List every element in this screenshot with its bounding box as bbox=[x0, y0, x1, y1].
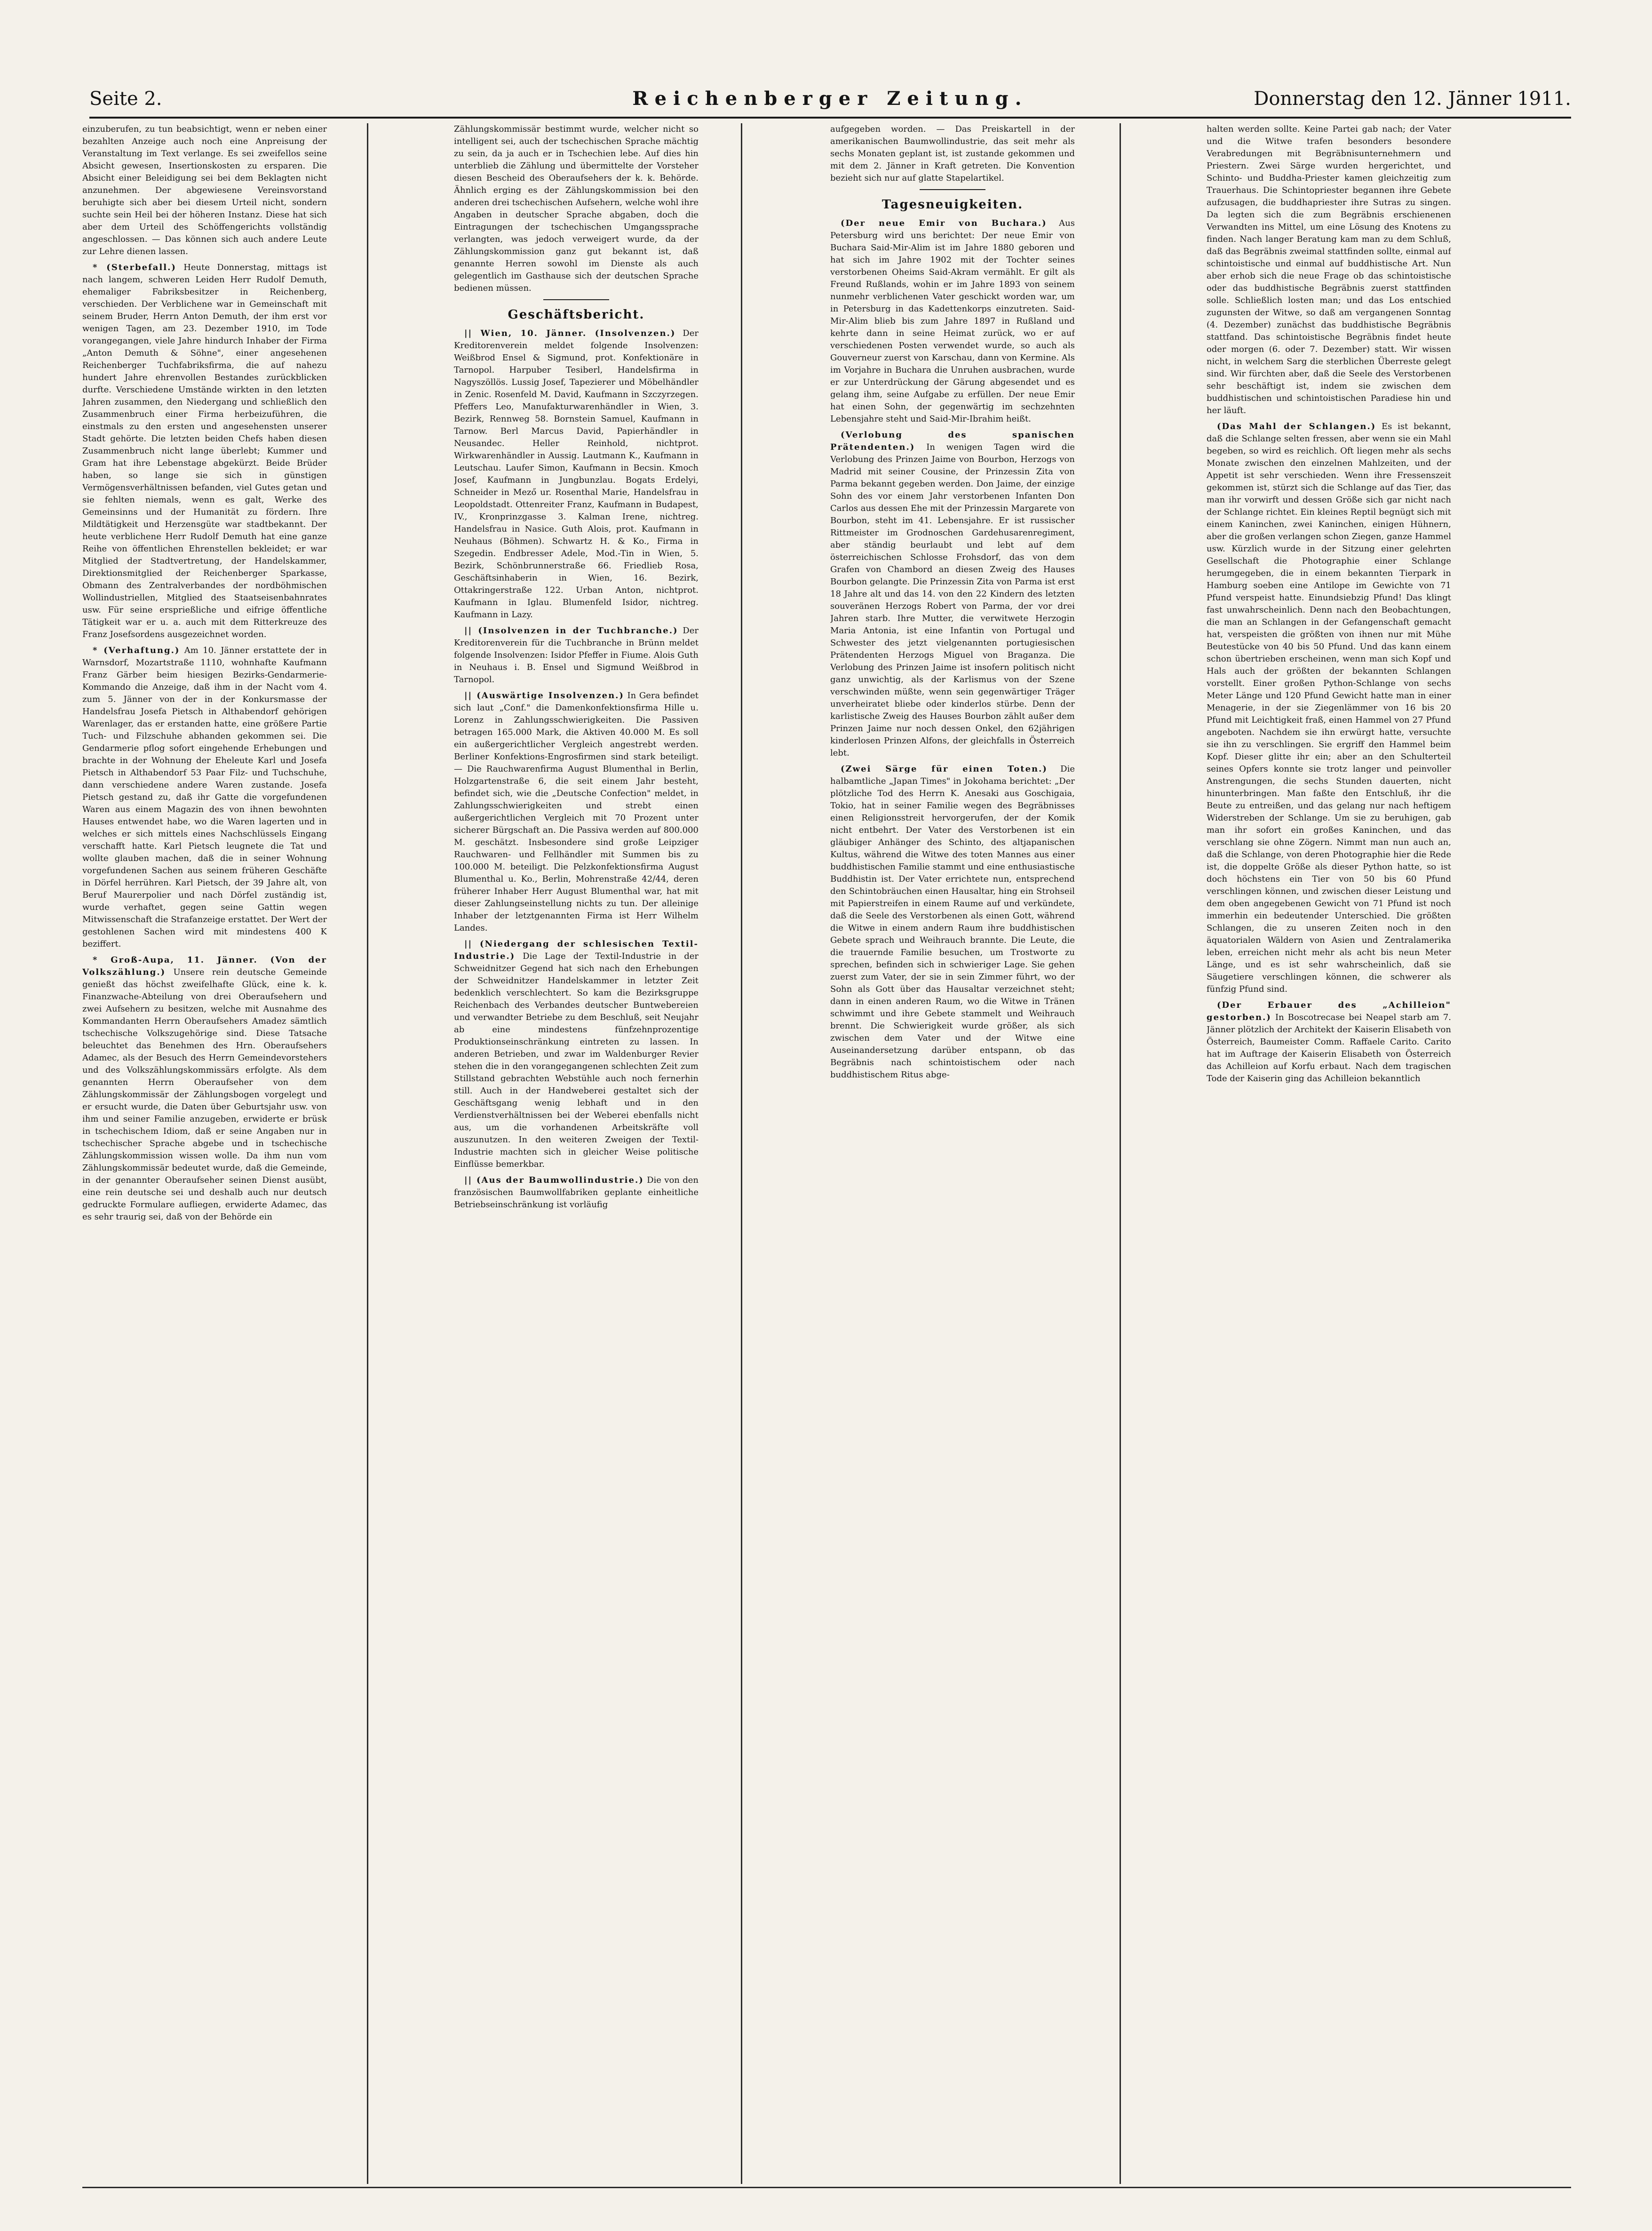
page-header bbox=[89, 82, 1571, 115]
article-text: In Boscotrecase bei Neapel starb am 7. Jänner plötzlich der Architekt der Kaiserin Elisabeth von Österreich, Baumeister Comm. Raffaele Carito. Carito hat im Auftrage der Kaiserin Elisabeth von Österreich das Achilleion auf Korfu erbaut. Nach dem tragischen Tode der Kaiserin ging das Achilleion bekanntlich bbox=[1207, 1012, 1451, 1084]
article-text: In Gera befindet sich laut „Conf." die Damenkonfektionsfirma Hille u. Lorenz in Zahlungsschwierigkeiten. Die Passiven betragen 165.000 Mark, die Aktiven 40.000 M. Es soll ein außergerichtlicher Vergleich angestrebt werden. Berliner Konfektions-Engrosfirmen sind stark beteiligt. — Die Rauchwarenfirma August Blumenthal in Berlin, Holzgartenstraße 6, die seit einem Jahr besteht, befindet sich, wie die „Deutsche Confection" meldet, in Zahlungsschwierigkeiten und strebt einen außergerichtlichen Vergleich mit 70 Prozent unter sicherer Bürgschaft an. Die Passiva werden auf 800.000 M. geschätzt. Insbesondere sind große Leipziger Rauchwaren- und Fellhändler mit Summen bis zu 100.000 M. beteiligt. Die Pelzkonfektionsfirma August Blumenthal u. Ko., Berlin, Mohrenstraße 42/44, deren früherer Inhaber Herr August Blumenthal war, hat mit dieser Zahlungseinstellung nichts zu tun. Der alleinige Inhaber der letztgenannten Firma ist Herr Wilhelm Landes. bbox=[454, 691, 699, 933]
column-separator bbox=[1120, 123, 1121, 2184]
article-text: Zählungskommissär bestimmt wurde, welcher nicht so intelligent sei, auch der tschechischen Sprache mächtig zu sein, da ja auch er in Tschechien lebe. Auf dies hin unterblieb die Zählung und übermittelte der Vorsteher diesen Bescheid des Oberaufsehers der k. k. Behörde. Ähnlich erging es der Zählungskommission bei den anderen drei tschechischen Aufsehern, welche wohl ihre Angaben in deutscher Sprache abgaben, doch die Eintragungen der tschechischen Umgangssprache verlangten, was jedoch verweigert wurde, da der Zählungskommission ganz gut bekannt ist, daß genannte Herren sowohl im Dienste als auch gelegentlich im Gasthause sich der deutschen Sprache bedienen müssen. bbox=[454, 124, 699, 293]
section-heading: Geschäftsbericht. bbox=[508, 308, 645, 322]
article-text: Der Kreditorenverein meldet folgende Insolvenzen: Weißbrod Ensel & Sigmund, prot. Konfektionäre in Tarnopol. Harpuber Tesiberl, Handelsfirma in Nagyszöllös. Lussig Josef, Tapezierer und Möbelhändler in Zenic. Rosenfeld M. David, Kaufmann in Szczyrzegen. Pfeffers Leo, Manufakturwarenhändler in Wien, 3. Bezirk, Rennweg 58. Bornstein Samuel, Kaufmann in Tarnow. Berl Marcus David, Papierhändler in Neusandec. Heller Reinhold, nichtprot. Wirkwarenhändler in Aussig. Lautmann K., Kaufmann in Leutschau. Laufer Simon, Kaufmann in Becsin. Kmoch Josef, Kaufmann in Jungbunzlau. Bogats Erdelyi, Schneider in Mező ur. Rosenthal Marie, Handelsfrau in Leopoldstadt. Ottenreiter Franz, Kaufmann in Budapest, IV., Kronprinzgasse 3. Kalman Irene, nichtreg. Handelsfrau in Nasice. Guth Alois, prot. Kaufmann in Neuhaus (Böhmen). Schwartz H. & Ko., Firma in Szegedin. Endbresser Adele, Mod.-Tin in Wien, 5. Bezirk, Schönbrunnerstraße 66. Friedlieb Rosa, Geschäftsinhaberin in Wien, 16. Bezirk, Ottakringerstraße 122. Urban Anton, nichtprot. Kaufmann in Iglau. Blumenfeld Isidor, nichtreg. Kaufmann in Lazy. bbox=[454, 328, 699, 620]
column-separator bbox=[367, 123, 368, 2184]
issue-date: Donnerstag den 12. Jänner 1911. bbox=[1254, 88, 1571, 110]
article-heading: * (Sterbefall.) bbox=[93, 263, 176, 272]
article-census bbox=[82, 954, 327, 1223]
article-heading: (Zwei Särge für einen Toten.) bbox=[841, 764, 1048, 774]
article-obituary bbox=[82, 262, 327, 641]
article-text: In wenigen Tagen wird die Verlobung des Prinzen Jaime von Bourbon, Herzogs von Madrid mit seiner Cousine, der Prinzessin Zita von Parma bekannt gegeben werden. Don Jaime, der einzige Sohn des vor einem Jahr verstorbenen Infanten Don Carlos aus dessen Ehe mit der Prinzessin Margarete von Bourbon, steht im 41. Lebensjahre. Er ist russischer Rittmeister im Grodnoschen Gardehusarenregiment, aber ständig beurlaubt und lebt auf dem österreichischen Schlosse Frohsdorf, das von dem Grafen von Chambord an diesen Zweig des Hauses Bourbon gelangte. Die Prinzessin Zita von Parma ist erst 18 Jahre alt und das 14. von den 22 Kindern des letzten souveränen Herzogs Robert von Parma, der vor drei Jahren starb. Ihre Mutter, die verwitwete Herzogin Maria Antonia, ist eine Infantin von Portugal und Schwester des jetzt vielgenannten portugiesischen Prätendenten Herzogs Miguel von Braganza. Die Verlobung des Prinzen Jaime ist insofern politisch nicht ganz unwichtig, als der Karlismus von der Szene verschwinden müßte, wenn sein gegenwärtiger Träger unverheiratet bliebe oder kinderlos stürbe. Denn der karlistische Zweig des Hauses Bourbon zählt außer dem Prinzen Jaime nur noch dessen Onkel, den 62jährigen kinderlosen Prinzen Alfons, der gleichfalls in Österreich lebt. bbox=[830, 442, 1075, 758]
article-emir bbox=[830, 217, 1075, 425]
column-1 bbox=[82, 123, 327, 2184]
article-heading: (Der Erbauer des „Achilleion" gestorben.) bbox=[1207, 1000, 1451, 1022]
article-heading: || Wien, 10. Jänner. (Insolvenzen.) bbox=[464, 328, 676, 338]
article-textile-decline bbox=[454, 938, 699, 1171]
article-heading: (Das Mahl der Schlangen.) bbox=[1217, 422, 1376, 431]
article-cloth-insolvencies bbox=[454, 625, 699, 686]
column-3 bbox=[830, 123, 1075, 2184]
article-text: Die halbamtliche „Japan Times" in Jokohama berichtet: „Der plötzliche Tod des Herrn K. Anesaki aus Goschigaia, Tokio, hat in seiner Familie wegen des Begräbnisses einen Religionsstreit hervorgerufen, der der Komik nicht entbehrt. Der Vater des Verstorbenen ist ein gläubiger Anhänger des Schinto, des altjapanischen Kultus, während die Witwe des toten Mannes aus einer buddhistischen Familie stammt und eine enthusiastische Buddhistin ist. Der Vater errichtete nun, entsprechend den Schintobräuchen einen Hausaltar, hing ein Strohseil mit Papierstreifen in einem Raume auf und verkündete, daß die Seele des Verstorbenen als einen Gott, während die Witwe in einem andern Raum ihre buddhistischen Gebete sprach und Weihrauch brannte. Die Leute, die die trauernde Familie besuchen, um Trostworte zu sprechen, befinden sich in schwieriger Lage. Sie gehen zuerst zum Vater, der sie in sein Zimmer führt, wo der Sohn als Gott über das Hausaltar verzeichnet steht; dann in einen anderen Raum, wo die Witwe in Tränen schwimmt und ihre Gebete stammelt und Weihrauch brennt. Die Schwierigkeit wurde größer, als sich zwischen dem Vater und der Witwe eine Auseinandersetzung darüber entspann, ob das Begräbnis nach schintoistischem oder nach buddhistischem Ritus abge- bbox=[830, 764, 1075, 1080]
article-heading: * (Verhaftung.) bbox=[93, 645, 180, 655]
article-foreign-insolvencies bbox=[454, 690, 699, 934]
article-heading: (Der neue Emir von Buchara.) bbox=[841, 218, 1047, 228]
section-divider bbox=[920, 189, 985, 190]
header-rule bbox=[89, 117, 1571, 119]
page-number: Seite 2. bbox=[89, 88, 162, 110]
article-text: Am 10. Jänner erstattete der in Warnsdorf, Mozartstraße 1110, wohnhafte Kaufmann Franz Gärber beim hiesigen Bezirks-Gendarmerie-Kommando die Anzeige, daß ihm in der Nacht vom 4. zum 5. Jänner von der in der Konkursmasse der Handelsfrau Josefa Pietsch in Althabendorf gehörigen Warenlager, das er erstanden hatte, eine größere Partie Tuch- und Filzschuhe abhanden gekommen sei. Die Gendarmerie pflog sofort eingehende Erhebungen und brachte in der Wohnung der Eheleute Karl und Josefa Pietsch in Althabendorf 53 Paar Filz- und Tuchschuhe, dann verschiedene andere Waren zustande. Josefa Pietsch gestand zu, daß ihr Gatte die vorgefundenen Waren aus einem Magazin des von ihnen bewohnten Hauses entwendet habe, wo die Waren lagerten und in welches er sich mittels eines Nachschlüssels Eingang verschafft hatte. Karl Pietsch leugnete die Tat und wollte glauben machen, daß die in seiner Wohnung vorgefundenen Sachen aus seinem früheren Geschäfte in Dörfel herrühren. Karl Pietsch, der 39 Jahre alt, von Beruf Maurerpolier und nach Dörfel zuständig ist, wurde verhaftet, gegen seine Gattin wegen Mitwissenschaft die Strafanzeige erstattet. Der Wert der gestohlenen Sachen wird mit mindestens 400 K beziffert. bbox=[82, 645, 327, 949]
column-4 bbox=[1207, 123, 1451, 2184]
article-heading: || (Auswärtige Insolvenzen.) bbox=[464, 691, 624, 701]
article-text: Der Kreditorenverein für die Tuchbranche in Brünn meldet folgende Insolvenzen: Isidor Pfeffer in Fiume. Alois Guth in Neuhaus i. B. Ensel und Sigmund Weißbrod in Tarnopol. bbox=[454, 626, 699, 685]
article-text: Unsere rein deutsche Gemeinde genießt das höchst zweifelhafte Glück, eine k. k. Finanzwache-Abteilung von drei Oberaufsehern und zwei Aufsehern zu besitzen, welche mit Ausnahme des Kommandanten Herrn Oberaufsehers Amadez sämtlich tschechische Volkszugehörige sind. Diese Tatsache beleuchtet das Benehmen des Hrn. Oberaufsehers Adamec, als der Besuch des Herrn Gemeindevorstehers und des Volkszählungskommissärs erfolgte. Als dem genannten Herrn Oberaufseher von dem Zählungskommissär der Zählungsbogen vorgelegt und er ersucht wurde, die Daten über Geburtsjahr usw. von ihm und seiner Familie anzugeben, erwiderte er brüsk in tschechischem Idiom, daß er seine Angaben nur in tschechischer Sprache abgebe und in tschechische Zählungskommission wissen wolle. Da ihm nun vom Zählungskommissär bedeutet wurde, daß die Gemeinde, in der genannter Oberaufseher seinen Dienst ausübt, eine rein deutsche sei und deshalb auch nur deutsch gedruckte Formulare aufliegen, erwiderte Adamec, das es sehr traurig sei, daß von der Behörde ein bbox=[82, 967, 327, 1222]
article-two-coffins bbox=[830, 763, 1075, 1081]
article-heading: (Verlobung des spanischen Prätendenten.) bbox=[830, 430, 1075, 452]
article-text: Heute Donnerstag, mittags ist nach langem, schweren Leiden Herr Rudolf Demuth, ehemaliger Fabriksbesitzer in Reichenberg, verschieden. Der Verblichene war in Gemeinschaft mit seinem Bruder, Herrn Anton Demuth, der ihm erst vor wenigen Tagen, am 23. Dezember 1910, im Tode vorangegangen, viele Jahre hindurch Inhaber der Firma „Anton Demuth & Söhne", einer angesehenen Reichenberger Tuchfabriksfirma, die auf nahezu hundert Jahre ehrenvollen Bestandes zurückblicken durfte. Verschiedene Umstände wirkten in den letzten Jahren zusammen, den Niedergang und schließlich den Zusammenbruch einer Firma herbeizuführen, die einstmals zu den ersten und angesehensten unserer Stadt gehörte. Die letzten beiden Chefs haben diesen Zusammenbruch nicht lange überlebt; Kummer und Gram hat ihre Lebenstage abgekürzt. Beide Brüder haben, so lange sie sich in günstigen Vermögensverhältnissen befanden, viel Gutes getan und sie fehlten niemals, wenn es galt, Werke des Gemeinsinns und der Humanität zu fördern. Ihre Mildtätigkeit und Herzensgüte war stadtbekannt. Der heute verblichene Herr Rudolf Demuth hat eine ganze Reihe von öffentlichen Ehrenstellen bekleidet; er war Mitglied der Stadtvertretung, der Handelskammer, Direktionsmitglied der Reichenberger Sparkasse, Obmann des Zentralverbandes der nordböhmischen Wollindustriellen, Mitglied des Staatseisenbahnrates usw. Für seine ersprießliche und eifrige öffentliche Tätigkeit war er u. a. auch mit dem Ritterkreuze des Franz Josefsordens ausgezeichnet worden. bbox=[82, 263, 327, 639]
section-heading: Tagesneuigkeiten. bbox=[882, 198, 1024, 212]
column-2 bbox=[454, 123, 699, 2184]
article-text: Aus Petersburg wird uns berichtet: Der neue Emir von Buchara Said-Mir-Alim ist im Jahre 1880 geboren und hat sich im Jahre 1902 mit der Tochter seines verstorbenen Oheims Said-Akram vermählt. Er gilt als Freund Rußlands, wohin er im Jahre 1893 von seinem nunmehr verblichenen Vater geschickt worden war, um in Petersburg in das Kadettenkorps einzutreten. Said-Mir-Alim blieb bis zum Jahre 1897 in Rußland und kehrte dann in seine Heimat zurück, wo er auf verschiedenen Posten verwendet wurde, so auch als Gouverneur zuerst von Karschau, dann von Kermine. Als im Vorjahre in Buchara die Unruhen ausbrachen, wurde er zur Unterdrückung der Gärung abgesendet und es gelang ihm, seine Aufgabe zu erfüllen. Der neue Emir hat einen Sohn, der gegenwärtig im sechzehnten Lebensjahre steht und Said-Mir-Ibrahim heißt. bbox=[830, 218, 1075, 424]
article-heading: || (Aus der Baumwollindustrie.) bbox=[464, 1175, 644, 1185]
article-heading: || (Insolvenzen in der Tuchbranche.) bbox=[464, 626, 678, 636]
article-text: Es ist bekannt, daß die Schlange selten fressen, aber wenn sie ein Mahl begeben, so wird es reichlich. Oft liegen mehr als sechs Monate zwischen den einzelnen Mahlzeiten, und der Appetit ist sehr verschieden. Wenn ihre Fressenszeit gekommen ist, stürzt sich die Schlange auf das Tier, das man ihr vorwirft und dessen Größe sich gar nicht nach der Schlange richtet. Ein kleines Reptil begnügt sich mit einem Kaninchen, zwei Kaninchen, einigen Hühnern, aber die großen verlangen schon Ziegen, ganze Hammel usw. Kürzlich wurde in der Sitzung einer gelehrten Gesellschaft die Photographie einer Schlange herumgegeben, die in einem bekannten Tierpark in Hamburg soeben eine Antilope im Gewichte von 71 Pfund verspeist hatte. Einundsiebzig Pfund! Das klingt fast unwahrscheinlich. Denn nach den Beobachtungen, die man an Schlangen in der Gefangenschaft gemacht hat, verspeisten die größten von ihnen nur mit Mühe Beutestücke von 40 bis 50 Pfund. Und das kann einem schon übertrieben erscheinen, wenn man sich Kopf und Hals auch der größten der bekannten Schlangen vorstellt. Einer großen Python-Schlange von sechs Meter Länge und 120 Pfund Gewicht hatte man in einer Menagerie, in der sie Ziegenlämmer von 16 bis 20 Pfund mit Leichtigkeit fraß, einen Hammel von 27 Pfund angeboten. Nachdem sie ihn erwürgt hatte, versuchte sie ihn zu verschlingen. Sie ergriff den Hammel beim Kopf. Dieser glitte ihr ein; aber an den Schulterteil seines Opfers konnte sie trotz langer und peinvoller Anstrengungen, die sechs Stunden dauerten, nicht hinunterbringen. Man faßte den Entschluß, ihr die Beute zu entreißen, und das gelang nur nach heftigem Widerstreben der Schlange. Um sie zu beruhigen, gab man ihr sofort ein großes Kaninchen, und das verschlang sie ohne Zögern. Nimmt man nun auch an, daß die Schlange, von deren Photographie hier die Rede ist, die doppelte Größe als dieser Python hatte, so ist doch höchstens ein Tier von 50 bis 60 Pfund verschlingen können, und zwischen dieser Leistung und dem oben angegebenen Gewicht von 71 Pfund ist noch immerhin ein bedeutender Unterschied. Die größten Schlangen, die zu unseren Zeiten noch in den äquatorialen Wäldern von Asien und Zentralamerika leben, erreichen nicht mehr als acht bis neun Meter Länge, und es ist sehr wahrscheinlich, daß sie Säugetiere verschlingen können, die schwerer als fünfzig Pfund sind. bbox=[1207, 422, 1451, 994]
article-engagement bbox=[830, 429, 1075, 759]
article-text: aufgegeben worden. — Das Preiskartell in der amerikanischen Baumwollindustrie, das seit mehr als sechs Monaten geplant ist, ist zustande gekommen und mit dem 2. Jänner in Kraft getreten. Die Konvention bezieht sich nur auf glatte Stapelartikel. bbox=[830, 124, 1075, 183]
article-text: Die Lage der Textil-Industrie in der Schweidnitzer Gegend hat sich nach den Erhebungen der Schweidnitzer Handelskammer in letzter Zeit bedenklich verschlechtert. So kam die Bezirksgruppe Reichenbach des Verbandes deutscher Buntwebereien und verwandter Betriebe zu dem Beschluß, seit Neujahr ab eine mindestens fünfzehnprozentige Produktionseinschränkung eintreten zu lassen. In anderen Betrieben, und zwar im Waldenburger Revier stehen die in den vorangegangenen schlechten Zeit zum Stillstand gebrachten Webstühle auch noch fernerhin still. Auch in der Handweberei gestaltet sich der Geschäftsgang wenig lebhaft und in den Verdienstverhältnissen bei der Weberei ebenfalls nicht aus, um die vorhandenen Arbeitskräfte voll auszunutzen. In den weiteren Zweigen der Textil-Industrie machten sich in gleicher Weise politische Einflüsse bemerkbar. bbox=[454, 951, 699, 1169]
column-separator bbox=[741, 123, 742, 2184]
article-achilleion bbox=[1207, 999, 1451, 1085]
bottom-rule bbox=[82, 2187, 1571, 2188]
article-arrest bbox=[82, 645, 327, 950]
article-text: Die von den französischen Baumwollfabriken geplante einheitliche Betriebseinschränkung ist vorläufig bbox=[454, 1175, 699, 1210]
article-text: einzuberufen, zu tun beabsichtigt, wenn er neben einer bezahlten Anzeige auch noch eine Anpreisung der Veranstaltung im Text verlange. Es sei zweifellos seine Absicht gewesen, Insertionskosten zu ersparen. Die Absicht einer Beleidigung sei bei dem Beklagten nicht anzunehmen. Der abgewiesene Vereinsvorstand beruhigte sich aber bei diesem Urteil nicht, sondern suchte sein Heil bei der höheren Instanz. Diese hat sich aber dem Urteil des Schöffengerichts vollständig angeschlossen. — Das können sich auch andere Leute zur Lehre dienen lassen. bbox=[82, 124, 327, 256]
article-heading: * Groß-Aupa, 11. Jänner. (Von der Volkszählung.) bbox=[82, 955, 327, 977]
newspaper-title: Reichenberger Zeitung. bbox=[632, 88, 1028, 110]
article-text: halten werden sollte. Keine Partei gab nach; der Vater und die Witwe trafen besonders besondere Verabredungen mit Begräbnisunternehmern und Priestern. Zwei Särge wurden hergerichtet, und Schinto- und Buddha-Priester kamen gleichzeitig zum Trauerhaus. Die Schintopriester begannen ihre Gebete aufzusagen, die buddhapriester ihre Sutras zu singen. Da legten sich die zum Begräbnis erschienenen Verwandten ins Mittel, um eine Lösung des Knotens zu finden. Nach langer Beratung kam man zu dem Schluß, daß das Begräbnis zweimal stattfinden sollte, einmal auf schintoistische und einmal auf buddhistische Art. Nun aber erhob sich die neue Frage ob das schintoistische oder das buddhistische Begräbnis zuerst stattfinden solle. Schließlich losten man; und das Los entschied zugunsten der Witwe, so daß am vergangenen Sonntag (4. Dezember) zunächst das buddhistische Begräbnis stattfand. Das schintoistische Begräbnis findet heute oder morgen (6. oder 7. Dezember) statt. Wir wissen nicht, in welchem Sarg die sterblichen Überreste gelegt sind. Wir fürchten aber, daß die Seele des Verstorbenen sehr beschäftigt ist, indem sie zwischen dem buddhistischen und schintoistischen Paradiese hin und her läuft. bbox=[1207, 124, 1451, 415]
section-divider bbox=[543, 299, 609, 300]
article-cotton-industry bbox=[454, 1174, 699, 1211]
article-insolvencies bbox=[454, 327, 699, 621]
article-heading: || (Niedergang der schlesischen Textil-Industrie.) bbox=[454, 939, 699, 961]
article-snake-meal bbox=[1207, 421, 1451, 996]
